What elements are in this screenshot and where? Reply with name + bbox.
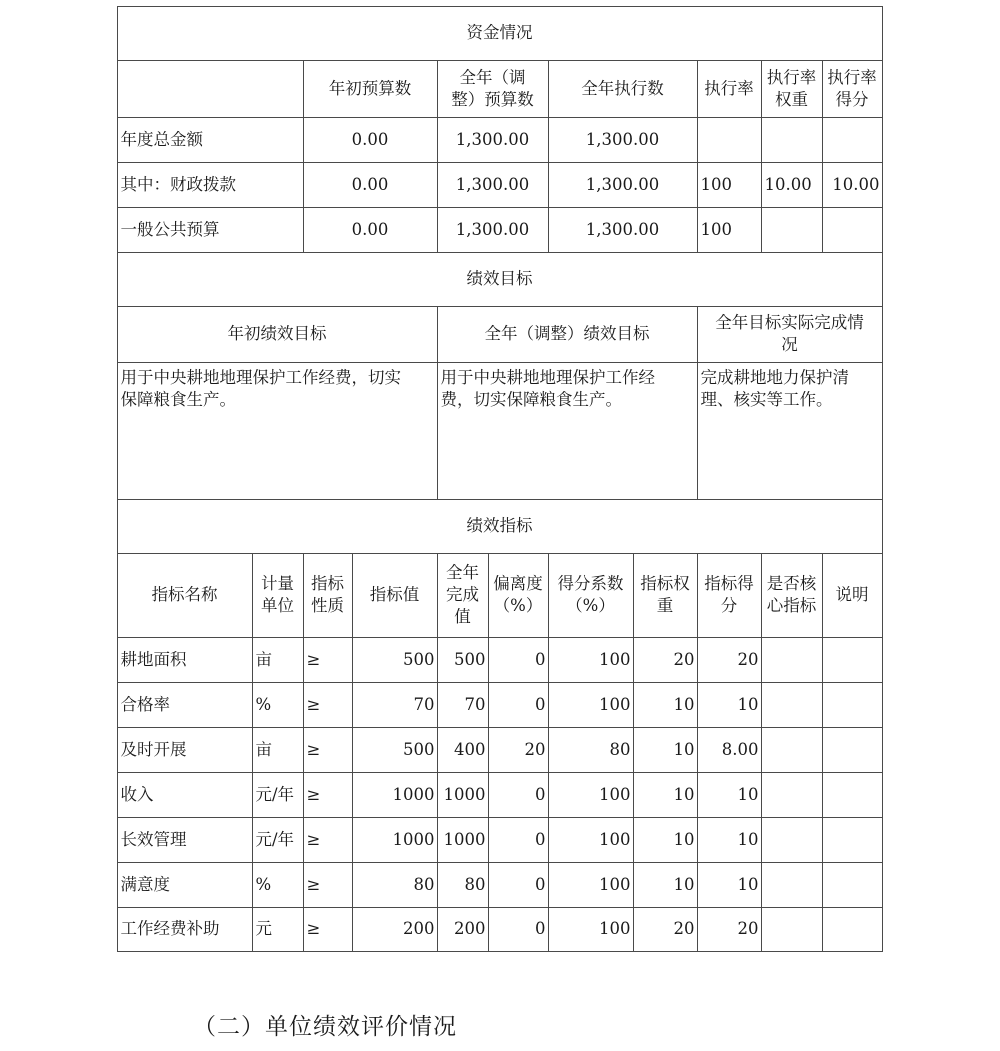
indicator-row-6-nature-text: ≥ (306, 919, 321, 938)
indicator-row-3-unit-text: 元/年 (255, 784, 295, 804)
indicator-row-4-deviation-text: 0 (535, 829, 546, 849)
indicator-row-6-core (761, 907, 823, 952)
goals-header-0-text: 年初绩效目标 (227, 324, 327, 343)
indicator-row-6-unit-text: 元 (255, 919, 272, 938)
indicator-header-6-text: 得分系数 （%） (557, 574, 624, 615)
funds-row-1-score (822, 162, 883, 208)
indicator-row-5-deviation (488, 862, 549, 908)
funds-row-0-initial-text: 0.00 (351, 129, 389, 149)
indicator-row-1-actual-text: 70 (464, 694, 486, 714)
funds-row-0-executed-text: 1,300.00 (585, 129, 660, 149)
funds-header-1-text: 全年（调 整）预算数 (451, 67, 534, 109)
indicator-row-5-score (697, 862, 762, 908)
indicator-row-2-core (761, 727, 823, 773)
indicator-row-4-target (352, 817, 438, 863)
indicator-row-3-coef (548, 772, 634, 818)
funds-row-0-score (822, 117, 883, 163)
indicator-row-0-unit-text: 亩 (255, 649, 272, 669)
indicator-row-5-weight (633, 862, 698, 908)
indicator-row-5-actual-text: 80 (464, 874, 486, 894)
indicator-header-7 (633, 553, 698, 638)
indicator-header-9-text: 是否核 心指标 (766, 574, 817, 615)
funds-row-1-name-text: 其中：财政拨款 (120, 174, 236, 194)
indicator-row-1-score (697, 682, 762, 728)
indicator-row-6-weight (633, 907, 698, 952)
funds-row-0-initial (303, 117, 438, 163)
indicator-row-0-note (822, 637, 883, 683)
indicator-row-1-core (761, 682, 823, 728)
funds-header-4 (761, 60, 823, 118)
indicator-row-4-nature-text: ≥ (306, 829, 321, 849)
funds-row-1-adjusted-text: 1,300.00 (455, 174, 530, 194)
indicator-row-2-target-text: 500 (403, 739, 435, 759)
indicator-row-4-actual-text: 1000 (443, 829, 486, 849)
funds-title-text: 资金情况 (466, 23, 533, 42)
indicator-header-3 (352, 553, 438, 638)
indicator-row-3-actual (437, 772, 489, 818)
goal-completion-text: 完成耕地地力保护清 理、核实等工作。 (700, 367, 849, 409)
indicator-row-0-actual (437, 637, 489, 683)
indicator-row-3-core (761, 772, 823, 818)
indicator-row-0-deviation (488, 637, 549, 683)
indicator-row-5-actual (437, 862, 489, 908)
indicator-row-2-deviation-text: 20 (524, 739, 546, 759)
funds-row-1-executed (548, 162, 698, 208)
indicator-row-4-score (697, 817, 762, 863)
indicator-row-1-coef-text: 100 (599, 694, 631, 714)
funds-row-0-executed (548, 117, 698, 163)
indicator-row-2-nature (303, 727, 353, 773)
indicator-row-3-name-text: 收入 (120, 784, 154, 804)
indicator-row-2-weight (633, 727, 698, 773)
indicator-row-5-weight-text: 10 (673, 874, 695, 894)
indicator-row-1-name-text: 合格率 (120, 694, 170, 714)
funds-row-1-name (117, 162, 304, 208)
funds-row-2-adjusted-text: 1,300.00 (455, 219, 530, 239)
funds-header-5 (822, 60, 883, 118)
indicator-row-6-deviation-text: 0 (535, 919, 546, 938)
indicator-row-3-nature (303, 772, 353, 818)
goal-completion (697, 362, 883, 500)
funds-header-5-text: 执行率 得分 (827, 67, 877, 109)
indicator-row-2-nature-text: ≥ (306, 739, 321, 759)
indicator-header-0-text: 指标名称 (151, 585, 218, 604)
funds-header-3 (697, 60, 762, 118)
indicators-title-text: 绩效指标 (466, 516, 533, 535)
funds-header-2 (548, 60, 698, 118)
indicator-row-6-coef (548, 907, 634, 952)
funds-row-1-weight-text: 10.00 (764, 174, 812, 194)
indicator-row-6-target (352, 907, 438, 952)
indicator-row-6-score (697, 907, 762, 952)
indicator-row-6-actual-text: 200 (454, 919, 486, 938)
indicator-header-3-text: 指标值 (369, 585, 420, 604)
funds-header-0-text: 年初预算数 (328, 78, 412, 98)
indicator-row-0-actual-text: 500 (454, 649, 486, 669)
indicator-row-6-weight-text: 20 (673, 919, 695, 938)
indicator-row-3-target (352, 772, 438, 818)
indicator-row-0-core (761, 637, 823, 683)
indicator-row-0-weight-text: 20 (673, 649, 695, 669)
indicator-row-4-note (822, 817, 883, 863)
indicator-row-3-score-text: 10 (737, 784, 759, 804)
indicator-row-1-target-text: 70 (413, 694, 435, 714)
indicator-row-1-coef (548, 682, 634, 728)
funds-header-0 (303, 60, 438, 118)
indicators-title (117, 499, 883, 554)
indicator-header-9 (761, 553, 823, 638)
funds-row-0-adjusted (437, 117, 549, 163)
indicator-row-4-target-text: 1000 (392, 829, 435, 849)
indicator-row-6-deviation (488, 907, 549, 952)
funds-row-1-initial (303, 162, 438, 208)
indicator-row-0-nature (303, 637, 353, 683)
indicator-row-2-name-text: 及时开展 (120, 739, 187, 759)
indicator-row-2-score-text: 8.00 (721, 739, 759, 759)
goals-title (117, 252, 883, 307)
indicator-row-4-deviation (488, 817, 549, 863)
indicator-header-7-text: 指标权 重 (640, 574, 690, 615)
indicator-row-6-name-text: 工作经费补助 (120, 919, 220, 938)
indicator-row-6-coef-text: 100 (599, 919, 631, 938)
indicator-row-4-unit-text: 元/年 (255, 829, 295, 849)
funds-row-2-weight (761, 207, 823, 253)
indicator-row-0-deviation-text: 0 (535, 649, 546, 669)
indicator-row-4-nature (303, 817, 353, 863)
indicator-row-2-actual (437, 727, 489, 773)
funds-row-0-rate (697, 117, 762, 163)
indicator-row-2-actual-text: 400 (454, 739, 486, 759)
indicator-row-3-target-text: 1000 (392, 784, 435, 804)
indicator-row-5-unit (252, 862, 304, 908)
section-heading: （二）单位绩效评价情况 (193, 1014, 457, 1040)
indicator-row-2-unit-text: 亩 (255, 739, 272, 759)
indicator-row-6-score-text: 20 (737, 919, 759, 938)
indicator-header-10-text: 说明 (835, 585, 869, 604)
funds-title (117, 6, 883, 61)
indicator-row-1-actual (437, 682, 489, 728)
indicator-row-1-unit-text: % (255, 694, 272, 714)
indicator-row-4-coef (548, 817, 634, 863)
goals-header-0 (117, 306, 438, 363)
funds-row-0-adjusted-text: 1,300.00 (455, 129, 530, 149)
indicator-row-5-note (822, 862, 883, 908)
indicator-row-3-nature-text: ≥ (306, 784, 321, 804)
indicator-row-0-target (352, 637, 438, 683)
indicator-row-0-weight (633, 637, 698, 683)
goal-adjusted (437, 362, 698, 500)
indicator-row-2-coef (548, 727, 634, 773)
funds-row-2-score (822, 207, 883, 253)
indicator-row-3-weight (633, 772, 698, 818)
indicator-row-5-target (352, 862, 438, 908)
indicator-row-3-score (697, 772, 762, 818)
indicator-row-4-name (117, 817, 253, 863)
indicator-row-0-coef-text: 100 (599, 649, 631, 669)
funds-header-blank (117, 60, 304, 118)
indicator-row-2-deviation (488, 727, 549, 773)
indicator-row-3-deviation (488, 772, 549, 818)
funds-row-2-name-text: 一般公共预算 (120, 219, 220, 239)
indicator-row-2-coef-text: 80 (609, 739, 631, 759)
funds-row-0-name (117, 117, 304, 163)
indicator-row-5-score-text: 10 (737, 874, 759, 894)
goals-title-text: 绩效目标 (466, 269, 533, 288)
indicator-row-6-note (822, 907, 883, 952)
goal-adjusted-text: 用于中央耕地地理保护工作经 费，切实保障粮食生产。 (440, 367, 655, 409)
goals-header-1-text: 全年（调整）绩效目标 (484, 324, 650, 343)
indicator-header-1-text: 计量 单位 (261, 574, 294, 615)
indicator-row-3-coef-text: 100 (599, 784, 631, 804)
funds-row-1-rate-text: 100 (700, 174, 732, 194)
funds-header-4-text: 执行率 权重 (766, 67, 817, 109)
indicator-header-1 (252, 553, 304, 638)
indicator-row-2-target (352, 727, 438, 773)
funds-row-2-executed-text: 1,300.00 (585, 219, 660, 239)
indicator-header-0 (117, 553, 253, 638)
indicator-header-5 (488, 553, 549, 638)
indicator-row-5-coef (548, 862, 634, 908)
indicator-row-3-name (117, 772, 253, 818)
funds-row-1-weight (761, 162, 823, 208)
funds-row-2-name (117, 207, 304, 253)
funds-row-2-executed (548, 207, 698, 253)
indicator-header-6 (548, 553, 634, 638)
indicator-row-3-deviation-text: 0 (535, 784, 546, 804)
indicator-row-0-score (697, 637, 762, 683)
indicator-row-0-name (117, 637, 253, 683)
indicator-row-4-score-text: 10 (737, 829, 759, 849)
indicator-row-5-core (761, 862, 823, 908)
funds-row-0-name-text: 年度总金额 (120, 129, 203, 149)
funds-row-2-rate-text: 100 (700, 219, 732, 239)
funds-row-0-weight (761, 117, 823, 163)
indicator-row-4-coef-text: 100 (599, 829, 631, 849)
indicator-row-5-nature (303, 862, 353, 908)
indicator-row-5-deviation-text: 0 (535, 874, 546, 894)
indicator-row-0-target-text: 500 (403, 649, 435, 669)
funds-row-1-executed-text: 1,300.00 (585, 174, 660, 194)
goals-header-2-text: 全年目标实际完成情 况 (715, 313, 864, 354)
goal-initial-text: 用于中央耕地地理保护工作经费，切实 保障粮食生产。 (120, 367, 401, 409)
indicator-row-6-target-text: 200 (403, 919, 435, 938)
goals-header-2 (697, 306, 883, 363)
funds-header-2-text: 全年执行数 (581, 78, 664, 98)
funds-row-2-initial (303, 207, 438, 253)
indicator-header-2-text: 指标 性质 (311, 574, 344, 615)
indicator-header-4 (437, 553, 489, 638)
indicator-row-4-core (761, 817, 823, 863)
funds-row-1-initial-text: 0.00 (351, 174, 389, 194)
indicator-row-2-note (822, 727, 883, 773)
indicator-row-5-coef-text: 100 (599, 874, 631, 894)
indicator-row-3-actual-text: 1000 (443, 784, 486, 804)
indicator-row-3-note (822, 772, 883, 818)
funds-header-3-text: 执行率 (704, 78, 754, 98)
indicator-row-1-note (822, 682, 883, 728)
indicator-header-8-text: 指标得 分 (704, 574, 754, 615)
indicator-row-1-unit (252, 682, 304, 728)
indicator-row-0-name-text: 耕地面积 (120, 649, 187, 669)
indicator-row-0-score-text: 20 (737, 649, 759, 669)
funds-row-1-rate (697, 162, 762, 208)
indicator-row-5-name-text: 满意度 (120, 874, 170, 894)
indicator-row-2-name (117, 727, 253, 773)
indicator-row-5-nature-text: ≥ (306, 874, 321, 894)
funds-row-1-adjusted (437, 162, 549, 208)
funds-row-2-initial-text: 0.00 (351, 219, 389, 239)
funds-row-1-score-text: 10.00 (832, 174, 880, 194)
indicator-header-5-text: 偏离度 （%） (493, 574, 543, 615)
indicator-row-1-deviation (488, 682, 549, 728)
indicator-row-6-nature (303, 907, 353, 952)
indicator-row-5-unit-text: % (255, 874, 272, 894)
indicator-row-4-weight (633, 817, 698, 863)
indicator-row-0-coef (548, 637, 634, 683)
indicator-row-5-name (117, 862, 253, 908)
indicator-row-0-unit (252, 637, 304, 683)
indicator-row-4-actual (437, 817, 489, 863)
goal-initial (117, 362, 438, 500)
indicator-row-1-nature-text: ≥ (306, 694, 321, 714)
indicator-row-1-score-text: 10 (737, 694, 759, 714)
indicator-header-2 (303, 553, 353, 638)
indicator-row-4-weight-text: 10 (673, 829, 695, 849)
indicator-header-8 (697, 553, 762, 638)
indicator-header-10 (822, 553, 883, 638)
funds-row-2-adjusted (437, 207, 549, 253)
goals-header-1 (437, 306, 698, 363)
indicator-row-2-unit (252, 727, 304, 773)
indicator-header-4-text: 全年 完成 值 (446, 563, 479, 626)
indicator-row-6-name (117, 907, 253, 952)
indicator-row-6-unit (252, 907, 304, 952)
indicator-row-0-nature-text: ≥ (306, 649, 321, 669)
indicator-row-3-unit (252, 772, 304, 818)
funds-header-1 (437, 60, 549, 118)
indicator-row-1-nature (303, 682, 353, 728)
indicator-row-4-name-text: 长效管理 (120, 829, 187, 849)
indicator-row-1-weight-text: 10 (673, 694, 695, 714)
indicator-row-1-name (117, 682, 253, 728)
indicator-row-1-weight (633, 682, 698, 728)
indicator-row-2-score (697, 727, 762, 773)
indicator-row-3-weight-text: 10 (673, 784, 695, 804)
indicator-row-1-target (352, 682, 438, 728)
indicator-row-1-deviation-text: 0 (535, 694, 546, 714)
indicator-row-6-actual (437, 907, 489, 952)
indicator-row-4-unit (252, 817, 304, 863)
funds-row-2-rate (697, 207, 762, 253)
indicator-row-5-target-text: 80 (413, 874, 435, 894)
indicator-row-2-weight-text: 10 (673, 739, 695, 759)
